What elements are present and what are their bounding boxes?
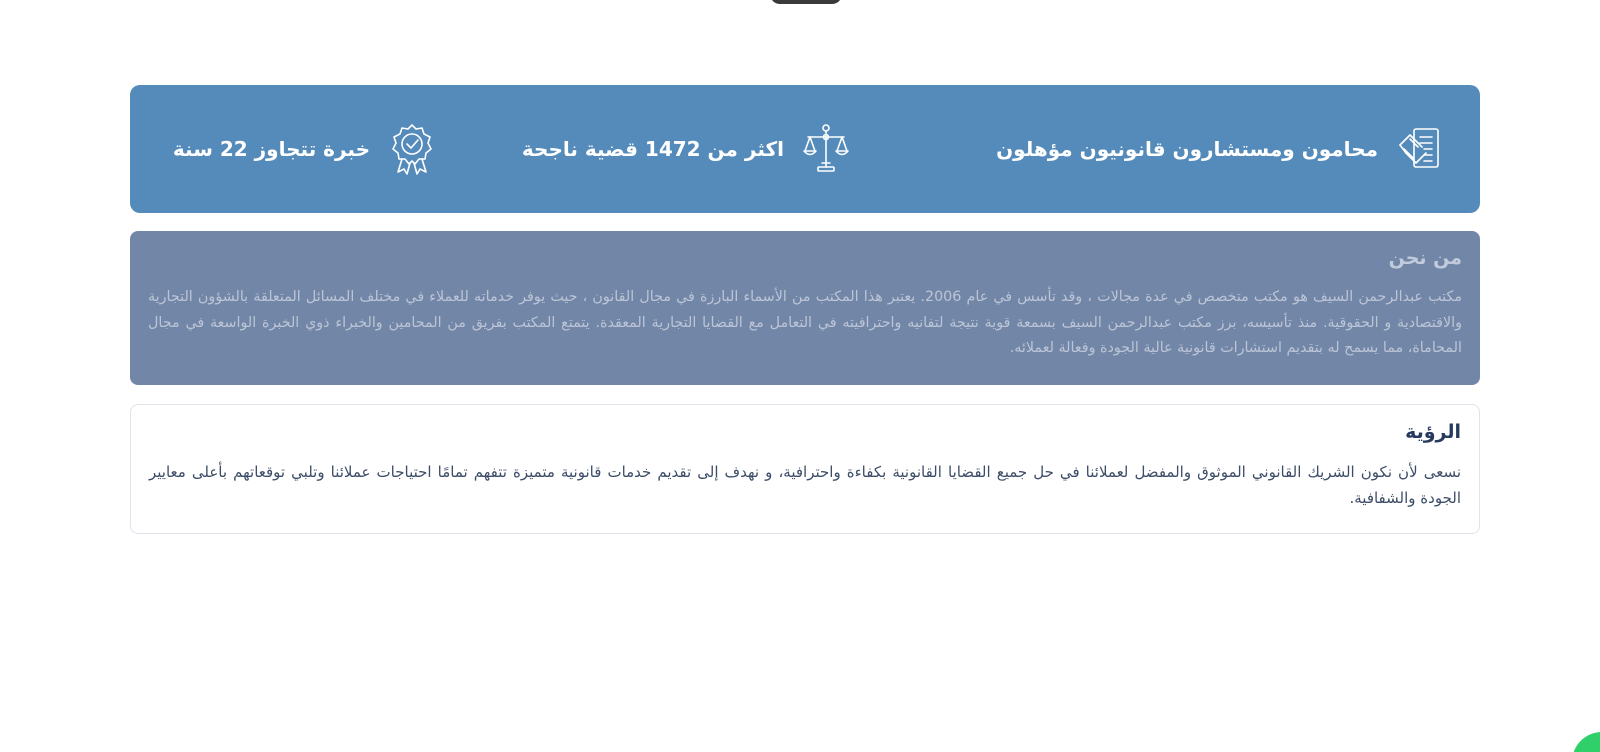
stat-experience-years <box>173 123 436 175</box>
stat-label: اكثر من 1472 قضية ناجحة <box>521 137 784 161</box>
decorative-top-shape <box>770 0 842 4</box>
justice-scale-icon <box>802 123 850 175</box>
stat-label: محامون ومستشارون قانونيون مؤهلون <box>996 137 1378 161</box>
vision-text: نسعى لأن نكون الشريك القانوني الموثوق والمفضل لعملائنا في حل جميع القضايا القانونية بكفاءة واحترافية، و نهدف إلى تقديم خدمات قانونية متميزة تتفهم تمامًا احتياجات عملائنا وتلبي توقعاتهم بأعلى معايير الجودة والشفافية. <box>149 463 1461 507</box>
about-us-text: مكتب عبدالرحمن السيف هو مكتب متخصص في عدة مجالات ، وقد تأسس في عام 2006. يعتبر هذا المكتب من الأسماء البارزة في مجال القانون ، حيث يوفر خدماته للعملاء في مختلف المسائل المتعلقة بالشؤون التجارية والاقتصادية و الحقوقية. منذ تأسيسه، برز مكتب عبدالرحمن السيف بسمعة قوية نتيجة لتفانيه واحترافيته في التعامل مع القضايا التجارية المعقدة. يتمتع المكتب بفريق من المحامين والخبراء ذوي الخبرة الواسعة في مجال المحاماة، مما يسمح له بتقديم استشارات قانونية عالية الجودة وفعالة لعملائه. <box>148 289 1462 356</box>
stat-successful-cases <box>522 123 850 175</box>
vision-title: الرؤية <box>1405 421 1461 443</box>
stat-label: خبرة تتجاوز 22 سنة <box>172 137 370 161</box>
about-us-card <box>130 231 1480 385</box>
stat-qualified-lawyers <box>996 123 1444 175</box>
about-us-title: من نحن <box>1388 247 1462 269</box>
vision-card <box>130 404 1480 534</box>
handshake-contract-icon <box>1396 123 1444 175</box>
floating-whatsapp-button[interactable] <box>1572 732 1600 752</box>
award-badge-icon <box>388 123 436 175</box>
stats-bar <box>130 85 1480 213</box>
